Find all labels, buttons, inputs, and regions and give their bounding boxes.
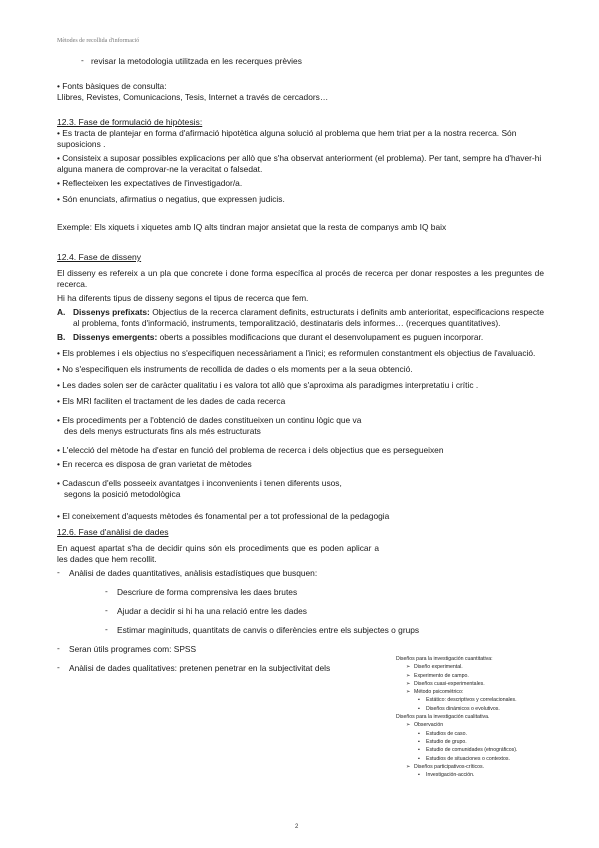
figure-item-text: Estudios de caso. — [426, 730, 467, 737]
list-letter: A. — [57, 307, 66, 317]
figure-item-text: Estudios de situaciones o contextos. — [426, 755, 510, 762]
dash-list-item — [57, 663, 421, 674]
dash-item-text: Ajudar a decidir si hi ha una relació entre les dades — [117, 606, 307, 616]
figure-list-item — [396, 680, 556, 688]
figure-item-text: Diseños participativos-críticos. — [414, 763, 485, 770]
bullet-paragraph: • Són enunciats, afirmatius o negatius, que expressen judicis. — [57, 194, 285, 204]
dash-item-text: Anàlisi de dades qualitatives: pretenen penetrar en la subjectivitat dels — [69, 663, 331, 673]
figure-item-text: Método psicométrico: — [414, 689, 464, 696]
figure-item-text: Diseños dinámicos o evolutivos. — [426, 705, 500, 712]
dash-marker: - — [105, 624, 108, 634]
figure-item-text: Estático: descriptivos y correlacionales. — [426, 697, 517, 704]
dash-marker: - — [57, 662, 60, 672]
dash-item-text: Anàlisi de dades quantitatives, anàlisis estadístiques que busquen: — [69, 568, 318, 578]
bullet-paragraph: • Cadascun d'ells posseeix avantatges i inconvenients i tenen diferents usos, segons la posició metodològica — [57, 478, 342, 499]
dash-marker: - — [57, 643, 60, 653]
design-type-name: Dissenys emergents: — [73, 332, 158, 342]
figure-list-item — [396, 730, 556, 738]
section-heading-12-4: 12.4. Fase de disseny — [57, 252, 142, 262]
bullet-paragraph: • El coneixement d'aquests mètodes és fonamental per a tot professional de la pedagogia — [57, 511, 390, 521]
dash-list-item — [57, 644, 544, 655]
figure-item-text: Observación — [414, 722, 444, 729]
square-bullet-icon: ▪ — [418, 730, 420, 737]
dash-item-text: Seran útils programes com: SPSS — [69, 644, 197, 654]
figure-list-item — [396, 688, 556, 696]
figure-item-text: Diseño experimental. — [414, 664, 463, 671]
list-letter: B. — [57, 332, 66, 342]
bullet-paragraph: • Els MRI faciliten el tractament de les dades de cada recerca — [57, 396, 286, 406]
arrow-bullet-icon: ➢ — [406, 664, 411, 671]
bullet-paragraph: • Els procediments per a l'obtenció de dades constitueixen un continu lògic que va des dels menys estructurats fins als més estructurats — [57, 415, 362, 436]
figure-list-item — [396, 771, 556, 779]
section-heading-12-6: 12.6. Fase d'anàlisi de dades — [57, 527, 169, 537]
figure-list-item — [396, 755, 556, 763]
running-header: Mètodes de recollida d'informació — [57, 38, 140, 44]
intro-paragraph: El disseny es refereix a un pla que concrete i done forma específica al procés de recerca per donar respostes a les preguntes de recerca. — [57, 268, 544, 289]
dash-marker: - — [105, 586, 108, 596]
arrow-bullet-icon: ➢ — [406, 722, 411, 729]
figure-list-item — [396, 763, 556, 771]
bullet-paragraph: • Consisteix a suposar possibles explicacions per allò que s'ha observat anteriorment (el problema). Per tant, sempre ha d'haver-hi alguna manera de comprovar-ne la veracitat o falsedat. — [57, 153, 542, 174]
dash-marker: - — [81, 55, 84, 65]
dash-marker: - — [105, 605, 108, 615]
bullet-paragraph: • Reflecteixen les expectatives de l'investigador/a. — [57, 178, 243, 188]
square-bullet-icon: ▪ — [418, 705, 420, 712]
square-bullet-icon: ▪ — [418, 747, 420, 754]
fonts-list: Llibres, Revistes, Comunicacions, Tesis, Internet a través de cercadors… — [57, 92, 329, 102]
figure-list-item — [396, 746, 556, 754]
figure-item-text: Diseños para la investigación cualitativa. — [396, 714, 490, 721]
arrow-bullet-icon: ➢ — [406, 689, 411, 696]
figure-item-text: Estudio de comunidades (etnográficos). — [426, 747, 518, 754]
bullet-paragraph: • L'elecció del mètode ha d'estar en funció del problema de recerca i dels objectius que es persegueixen — [57, 445, 444, 455]
arrow-bullet-icon: ➢ — [406, 680, 411, 687]
dash-list-item — [57, 568, 544, 579]
document-body — [57, 56, 544, 674]
dash-marker: - — [57, 567, 60, 577]
page-number: 2 — [295, 824, 299, 830]
bullet-paragraph: • En recerca es disposa de gran varietat de mètodes — [57, 459, 252, 469]
types-intro: Hi ha diferents tipus de disseny segons el tipus de recerca que fem. — [57, 293, 309, 303]
design-type-text: Objectius de la recerca clarament definits, estructurats i definits amb anterioritat, especificacions respecte al problema, fonts d'informació, instruments, temporalització, destinataris dels informes… (recerques quantitatives). — [73, 307, 544, 328]
square-bullet-icon: ▪ — [418, 755, 420, 762]
design-type-item — [57, 332, 544, 343]
design-type-item — [57, 307, 544, 329]
figure-item-text: Investigación-acción. — [426, 772, 475, 779]
dash-item-text: revisar la metodologia utilitzada en les recerques prèvies — [91, 56, 302, 66]
dash-sublist-item — [57, 587, 544, 598]
design-type-name: Dissenys prefixats: — [73, 307, 150, 317]
fonts-title: • Fonts bàsiques de consulta: — [57, 81, 167, 91]
design-type-text: oberts a possibles modificacions que durant el desenvolupament es puguen incorporar. — [157, 332, 484, 342]
dash-item-text: Estimar maginituds, quantitats de canvis o diferències entre els subjectes o grups — [117, 625, 420, 635]
figure-item-text: Diseños para la investigación cuantitativa: — [396, 656, 493, 662]
bullet-paragraph: • Els problemes i els objectius no s'especifiquen necessàriament a l'inici; es reformulen constantment els objectius de l'avaluació. — [57, 348, 536, 358]
figure-item-text: Estudio de grupo. — [426, 738, 467, 745]
square-bullet-icon: ▪ — [418, 772, 420, 779]
example-paragraph: Exemple: Els xiquets i xiquetes amb IQ alts tindran major ansietat que la resta de companys amb IQ baix — [57, 222, 447, 232]
figure-heading — [396, 713, 556, 721]
dash-sublist-item — [57, 625, 439, 636]
dash-list-item — [57, 56, 544, 67]
square-bullet-icon: ▪ — [418, 697, 420, 704]
figure-item-text: Diseños cuasi-experimentales. — [414, 680, 485, 687]
figure-list-item — [396, 705, 556, 713]
square-bullet-icon: ▪ — [418, 738, 420, 745]
figure-item-text: Experimento de campo. — [414, 672, 469, 679]
design-types-figure — [396, 655, 556, 779]
bullet-paragraph: • Les dades solen ser de caràcter qualitatiu i es valora tot allò que s'aproxima als paradigmes interpretatiu i crític . — [57, 380, 479, 390]
figure-list-item — [396, 721, 556, 729]
dash-sublist-item — [57, 606, 544, 617]
figure-list-item — [396, 663, 556, 671]
figure-list-item — [396, 696, 556, 704]
arrow-bullet-icon: ➢ — [406, 672, 411, 679]
arrow-bullet-icon: ➢ — [406, 763, 411, 770]
figure-list-item — [396, 738, 556, 746]
bullet-paragraph: • Es tracta de plantejar en forma d'afirmació hipotètica alguna solució al problema que hem triat per a la nostra recerca. Són suposicions . — [57, 128, 517, 149]
section-heading-12-3: 12.3. Fase de formulació de hipòtesis: — [57, 117, 203, 127]
figure-list-item — [396, 672, 556, 680]
dash-item-text: Descriure de forma comprensiva les daes brutes — [117, 587, 298, 597]
bullet-paragraph: • No s'especifiquen els instruments de recollida de dades o els moments per a la seua obtenció. — [57, 364, 413, 374]
intro-paragraph: En aquest apartat s'ha de decidir quins són els procediments que es poden aplicar a les dades que hem recollit. — [57, 543, 379, 564]
figure-heading — [396, 655, 556, 663]
